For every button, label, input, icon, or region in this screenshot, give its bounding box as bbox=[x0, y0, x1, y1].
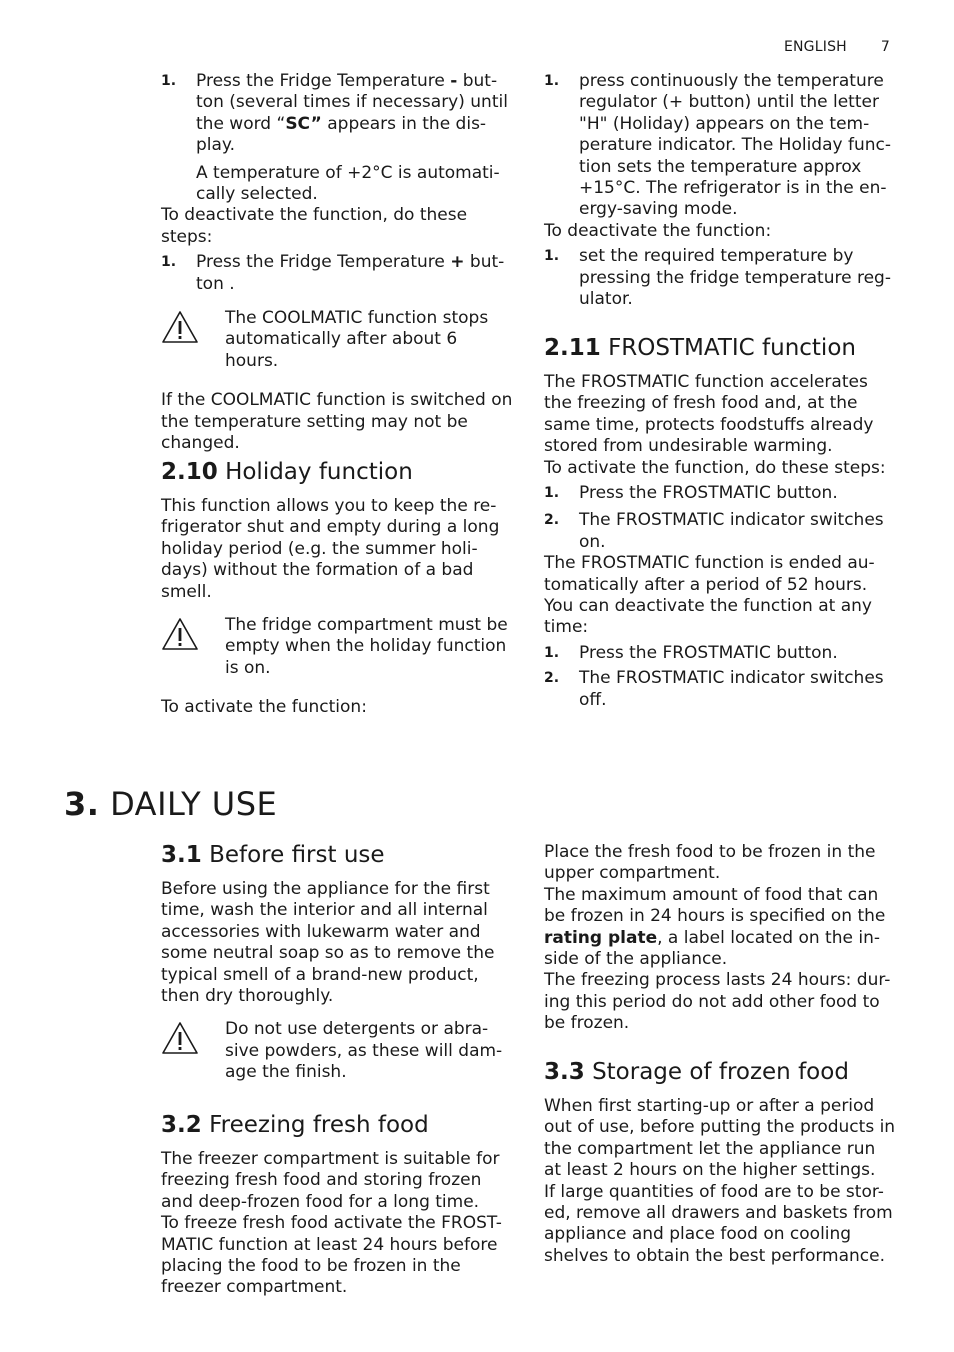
warning-triangle-icon bbox=[161, 310, 199, 344]
coolmatic-note: A temperature of +2°C is automati-cally selected. bbox=[196, 162, 500, 205]
before-first-use-heading: 3.1 Before first use bbox=[161, 842, 385, 868]
holiday-step-2: 1. set the required temperature by pressing the fridge temperature reg-ulator. bbox=[544, 246, 891, 310]
holiday-deactivate: To deactivate the function: bbox=[544, 220, 772, 241]
freezing-body: The freezer compartment is suitable for freezing fresh food and storing frozen and deep-frozen food for a long time. bbox=[161, 1149, 500, 1212]
freezing-max: The maximum amount of food that can be frozen in 24 hours is specified on the rating plate, a label located on the in-side of the appliance. bbox=[544, 884, 886, 970]
warning-triangle-icon bbox=[161, 617, 199, 651]
frostmatic-step-4: 2. The FROSTMATIC indicator switches off. bbox=[544, 668, 884, 710]
coolmatic-deactivate-intro: To deactivate the function, do these steps: bbox=[161, 205, 468, 247]
holiday-section bbox=[161, 458, 513, 719]
before-first-use-body: Before using the appliance for the first time, wash the interior and all internal accessories with lukewarm water and some neutral soap so as to remove the typical smell of a brand-new product, then dry thoroughly. bbox=[161, 879, 495, 1007]
frostmatic-deactivate: You can deactivate the function at any time: bbox=[544, 596, 872, 638]
freezing-heading: 3.2 Freezing fresh food bbox=[161, 1112, 429, 1138]
right-column-top bbox=[544, 71, 896, 310]
frostmatic-intro: The FROSTMATIC function accelerates the freezing of fresh food and, at the same time, protects foodstuffs already stored from undesirable warming. bbox=[544, 372, 874, 457]
frostmatic-step-3: 1. Press the FROSTMATIC button. bbox=[544, 642, 838, 663]
coolmatic-step-2: 1. Press the Fridge Temperature + but-ton . bbox=[161, 252, 505, 294]
storage-body-2: If large quantities of food are to be stor-ed, remove all drawers and baskets from appliance and place food on cooling shelves to obtain the best performance. bbox=[544, 1181, 893, 1266]
coolmatic-para: If the COOLMATIC function is switched on the temperature setting may not be changed. bbox=[161, 390, 513, 454]
coolmatic-step-1: 1. Press the Fridge Temperature - but-ton (several times if necessary) until the word “SC” appears in the dis-play. bbox=[161, 71, 508, 156]
storage-section bbox=[544, 1058, 896, 1267]
frostmatic-step-1: 1. Press the FROSTMATIC button. bbox=[544, 483, 838, 504]
holiday-step-1: 1. press continuously the temperature regulator (+ button) until the letter "H" (Holiday) appears on the tem-perature indicator. The Holiday func-tion sets the temperature approx +15°C. The refrigerator is in the en-ergy-saving mode. bbox=[544, 71, 891, 220]
storage-heading: 3.3 Storage of frozen food bbox=[544, 1059, 849, 1085]
frostmatic-step-2: 2. The FROSTMATIC indicator switches on. bbox=[544, 510, 884, 552]
holiday-warning: The fridge compartment must be empty when the holiday function is on. bbox=[161, 615, 513, 679]
warning-triangle-icon bbox=[161, 1021, 199, 1055]
frostmatic-section bbox=[544, 334, 896, 711]
chapter-heading: 3. DAILY USE bbox=[64, 785, 278, 823]
before-first-use-section bbox=[161, 841, 513, 1084]
holiday-activate: To activate the function: bbox=[161, 697, 367, 718]
holiday-intro: This function allows you to keep the re-frigerator shut and empty during a long holiday period (e.g. the summer holi-days) without the formation of a bad smell. bbox=[161, 496, 500, 602]
coolmatic-warning: The COOLMATIC function stops automatically after about 6 hours. bbox=[161, 308, 513, 372]
frostmatic-activate: To activate the function, do these steps: bbox=[544, 457, 886, 478]
freezing-process: The freezing process lasts 24 hours: dur-ing this period do not add other food to be frozen. bbox=[544, 970, 891, 1034]
page-number: 7 bbox=[880, 39, 890, 55]
freezing-section bbox=[161, 1111, 513, 1299]
page-header bbox=[784, 39, 890, 55]
frostmatic-ended: The FROSTMATIC function is ended au-tomatically after a period of 52 hours. bbox=[544, 553, 875, 595]
left-column-top bbox=[161, 71, 513, 455]
holiday-heading: 2.10 Holiday function bbox=[161, 459, 413, 485]
freezing-continued bbox=[544, 842, 896, 1035]
freezing-body-2: To freeze fresh food activate the FROST-MATIC function at least 24 hours before placing the food to be frozen in the freezer compartment. bbox=[161, 1213, 502, 1298]
frostmatic-heading: 2.11 FROSTMATIC function bbox=[544, 335, 856, 361]
detergent-warning: Do not use detergents or abra-sive powders, as these will dam-age the finish. bbox=[161, 1019, 513, 1083]
freezing-place: Place the fresh food to be frozen in the upper compartment. bbox=[544, 842, 876, 884]
header-language: ENGLISH bbox=[783, 39, 847, 55]
storage-body: When first starting-up or after a period out of use, before putting the products in the compartment let the appliance run at least 2 hours on the higher settings. bbox=[544, 1096, 896, 1181]
